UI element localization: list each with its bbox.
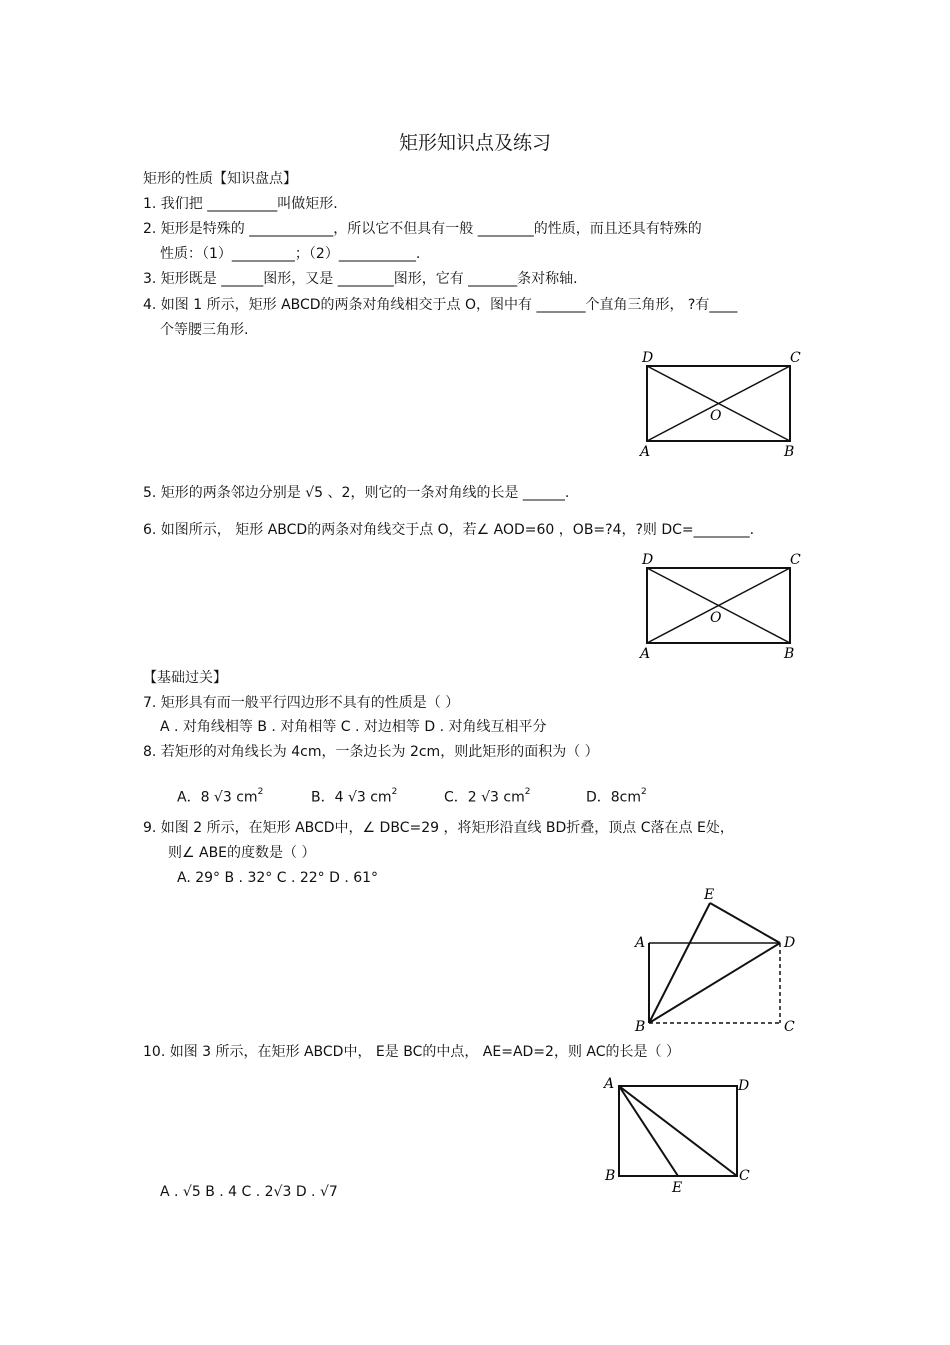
figure-3-rectangle: [600, 1072, 760, 1197]
question-8-option-d: D．$8cm^2$: [586, 787, 647, 806]
question-9-line1: 9. 如图 2 所示，在矩形 ABCD中，∠ DBC=29 ，将矩形沿直线 BD折叠，顶点 C落在点 E处，: [143, 820, 734, 836]
page-title: 矩形知识点及练习: [398, 132, 551, 154]
figure-q6-rectangle: [636, 550, 806, 662]
question-1: 1. 我们把 __________叫做矩形.: [143, 196, 338, 212]
question-4-line2: 个等腰三角形.: [160, 322, 249, 338]
label-E: E: [704, 887, 715, 903]
question-6: 6. 如图所示， 矩形 ABCD的两条对角线交于点 O，若∠ AOD=60 ，OB=?4，?则 DC=________.: [143, 522, 755, 538]
question-10: 10. 如图 3 所示，在矩形 ABCD中， E是 BC的中点， AE=AD=2，则 AC的长是（ ）: [143, 1044, 680, 1060]
question-8: 8. 若矩形的对角线长为 4cm，一条边长为 2cm，则此矩形的面积为（ ）: [143, 744, 599, 760]
label-O: O: [710, 610, 722, 626]
label-B: B: [784, 646, 795, 662]
label-A: A: [640, 444, 651, 460]
label-B: B: [784, 444, 795, 460]
figure-1-rectangle: [636, 348, 806, 460]
question-10-options: A . √5 B . 4 C . 2√3 D . √7: [160, 1184, 338, 1200]
question-9-options: A. 29° B . 32° C . 22° D . 61°: [177, 870, 379, 886]
label-D: D: [642, 552, 654, 568]
label-D: D: [784, 935, 796, 951]
label-A: A: [635, 935, 646, 951]
figure-2-folded-rectangle: [630, 885, 805, 1035]
section-heading-basic: 【基础过关】: [143, 670, 227, 686]
label-A: A: [640, 646, 651, 662]
label-C: C: [790, 350, 801, 366]
question-7: 7. 矩形具有而一般平行四边形不具有的性质是（ ）: [143, 695, 460, 711]
question-8-option-a: A．8 √3 $cm^2$: [177, 787, 264, 806]
question-7-options: A . 对角线相等 B . 对角相等 C . 对边相等 D . 对角线互相平分: [160, 719, 547, 735]
question-9-line2: 则∠ ABE的度数是（ ）: [168, 845, 316, 861]
label-A: A: [604, 1076, 615, 1092]
question-8-option-b: B．4 √3 $cm^2$: [311, 787, 398, 806]
label-D: D: [642, 350, 654, 366]
question-2-line1: 2. 矩形是特殊的 ____________，所以它不但具有一般 ________的性质，而且还具有特殊的: [143, 221, 702, 237]
label-C: C: [790, 552, 801, 568]
label-D: D: [738, 1078, 750, 1094]
question-3: 3. 矩形既是 ______图形，又是 ________图形，它有 _______条对称轴.: [143, 271, 578, 287]
question-5: 5. 矩形的两条邻边分别是 √5 、2，则它的一条对角线的长是 ______.: [143, 485, 570, 501]
label-C: C: [784, 1019, 795, 1035]
label-B: B: [635, 1019, 646, 1035]
label-C: C: [739, 1168, 750, 1184]
label-O: O: [710, 408, 722, 424]
question-2-line2: 性质：（1）_________；（2）___________.: [160, 246, 421, 262]
question-8-option-c: C．2 √3 $cm^2$: [444, 787, 531, 806]
question-4-line1: 4. 如图 1 所示，矩形 ABCD的两条对角线相交于点 O，图中有 _______个直角三角形， ?有____: [143, 297, 738, 313]
label-B: B: [605, 1168, 616, 1184]
section-heading-properties: 矩形的性质【知识盘点】: [143, 171, 297, 187]
label-E: E: [672, 1180, 683, 1196]
